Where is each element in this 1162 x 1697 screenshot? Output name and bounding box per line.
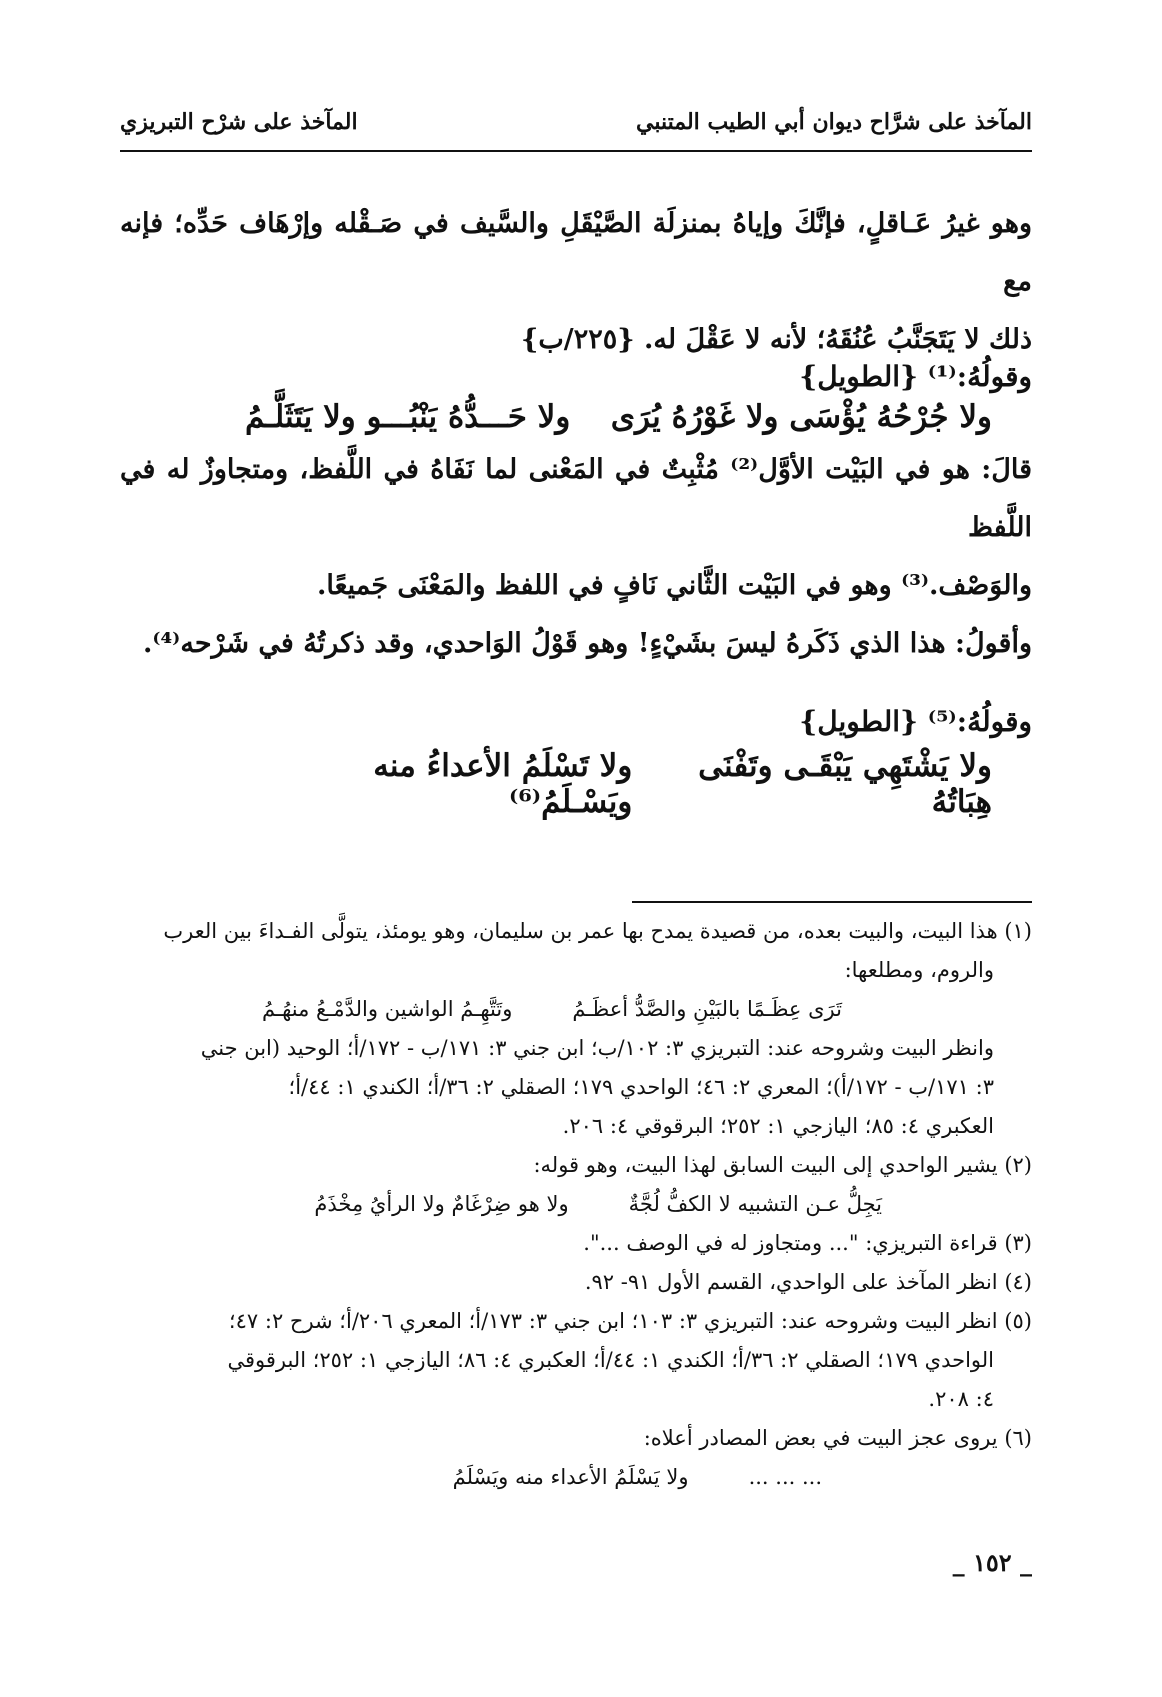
verse-first-hemistich: ولا جُرْحُهُ يُؤْسَى ولا غَوْرُهُ يُرَى bbox=[610, 399, 992, 435]
section-heading: وقولُهُ:⁽⁵⁾ {الطويل} bbox=[799, 705, 1032, 738]
hemistich: ولا يَسْلَمُ الأعداء منه ويَسْلَمُ bbox=[452, 1465, 689, 1489]
hemistich: ولا هو ضِرْغَامٌ ولا الرأيُ مِخْذَمُ bbox=[314, 1192, 569, 1216]
verse bbox=[120, 399, 1032, 435]
page-number: _ ١٥٢ _ bbox=[952, 1548, 1032, 1577]
footnote-1-refs: ٣: ١٧١/ب - ١٧٢/أ)؛ المعري ٢: ٤٦؛ الواحدي ١٧٩؛ الصقلي ٢: ٣٦/أ؛ الكندي ١: ٤٤/أ؛ bbox=[288, 1075, 994, 1099]
body-line: وهو غيرُ عَـاقلٍ، فإنَّكَ وإياهُ بمنزلَة الصَّيْقَلِ والسَّيف في صَـقْله وإرْهَاف حَدِّه؛ فإنه مع bbox=[120, 208, 1032, 297]
footnote-5: (٥) انظر البيت وشروحه عند: التبريزي ٣: ١٠٣؛ ابن جني ٣: ١٧٣/أ؛ المعري ٢٠٦/أ؛ شرح ٢: ٤٧؛ bbox=[228, 1309, 1032, 1333]
verse bbox=[120, 748, 1032, 820]
footnote-5-cont: الواحدي ١٧٩؛ الصقلي ٢: ٣٦/أ؛ الكندي ١: ٤٤/أ؛ العكبري ٤: ٨٦؛ اليازجي ١: ٢٥٢؛ البرقوقي bbox=[227, 1348, 994, 1372]
footnote-rule bbox=[632, 901, 1032, 903]
footnote-6: (٦) يروى عجز البيت في بعض المصادر أعلاه: bbox=[643, 1426, 1032, 1450]
section-first-verse bbox=[120, 360, 1032, 673]
verse-second-hemistich: ولا حَـــدُّهُ يَنْبُـــو ولا يَتَثَلَّـمُ bbox=[245, 399, 571, 435]
hemistich: يَجِلُّ عـن التشبيه لا الكفُّ لُجَّةٌ bbox=[628, 1192, 882, 1216]
running-header bbox=[120, 105, 1032, 145]
footnote-2: (٢) يشير الواحدي إلى البيت السابق لهذا البيت، وهو قوله: bbox=[533, 1153, 1032, 1177]
footnote-2-verse bbox=[120, 1185, 1032, 1224]
footnote-4: (٤) انظر المآخذ على الواحدي، القسم الأول ٩١- ٩٢. bbox=[584, 1270, 1032, 1294]
footnote-3: (٣) قراءة التبريزي: "... ومتجاوز له في الوصف ...". bbox=[583, 1231, 1032, 1255]
commentary-qala: قالَ: هو في البَيْت الأوَّل⁽²⁾ مُثْبِتٌ في المَعْنى لما نَفَاهُ في اللَّفظ، ومتجاوزٌ له في اللَّفظ bbox=[120, 454, 1032, 543]
verse-first-hemistich: ولا يَشْتَهِي يَبْقَـى وتَفْنَى هِبَاتُهُ bbox=[698, 748, 992, 820]
hemistich: تَرَى عِظَـمًا بالبَيْنِ والصَّدُّ أعظَـمُ bbox=[572, 997, 842, 1021]
header-section-title: المآخذ على شرْح التبريزي bbox=[120, 109, 358, 135]
hemistich: وتَتَّهِـمُ الواشين والدَّمْـعُ منهُـمُ bbox=[261, 997, 513, 1021]
footnote-5-cont: ٤: ٢٠٨. bbox=[928, 1387, 994, 1411]
body-paragraph bbox=[120, 195, 1032, 369]
footnotes bbox=[120, 912, 1032, 1497]
footnote-1: (١) هذا البيت، والبيت بعده، من قصيدة يمدح بها عمر بن سليمان، وهو يومئذ، يتولَّى الفـداءَ بين العرب bbox=[163, 919, 1032, 943]
header-book-title: المآخذ على شرَّاح ديوان أبي الطيب المتنبي bbox=[636, 109, 1032, 135]
footnote-1-cont: والروم، ومطلعها: bbox=[844, 958, 994, 982]
hemistich: ... ... ... bbox=[748, 1465, 822, 1489]
body-line: ذلك لا يَتَجَنَّبُ عُنُقَهُ؛ لأنه لا عَقْلَ له. {٢٢٥/ب} bbox=[521, 324, 1032, 355]
footnote-6-verse bbox=[120, 1458, 1032, 1497]
footnote-1-refs: وانظر البيت وشروحه عند: التبريزي ٣: ١٠٢/ب؛ ابن جني ٣: ١٧١/ب - ١٧٢/أ؛ الوحيد (ابن جني bbox=[200, 1036, 994, 1060]
commentary-qala-cont: والوَصْف.⁽³⁾ وهو في البَيْت الثَّاني نَافٍ في اللفظ والمَعْنَى جَميعًا. bbox=[316, 570, 1032, 601]
footnote-1-refs: العكبري ٤: ٨٥؛ اليازجي ١: ٢٥٢؛ البرقوقي ٤: ٢٠٦. bbox=[562, 1114, 994, 1138]
header-rule bbox=[120, 150, 1032, 152]
footnote-1-verse bbox=[120, 990, 1032, 1029]
section-second-verse bbox=[120, 705, 1032, 820]
commentary-aqul: وأقولُ: هذا الذي ذَكَرهُ ليسَ بشَيْءٍ! وهو قَوْلُ الوَاحدي، وقد ذكرتُهُ في شَرْحه⁽⁴⁾. bbox=[143, 628, 1032, 659]
section-heading: وقولُهُ:⁽¹⁾ {الطويل} bbox=[799, 360, 1032, 393]
verse-second-hemistich: ولا تَسْلَمُ الأعداءُ منه ويَسْـلَمُ⁽⁶⁾ bbox=[373, 748, 633, 820]
